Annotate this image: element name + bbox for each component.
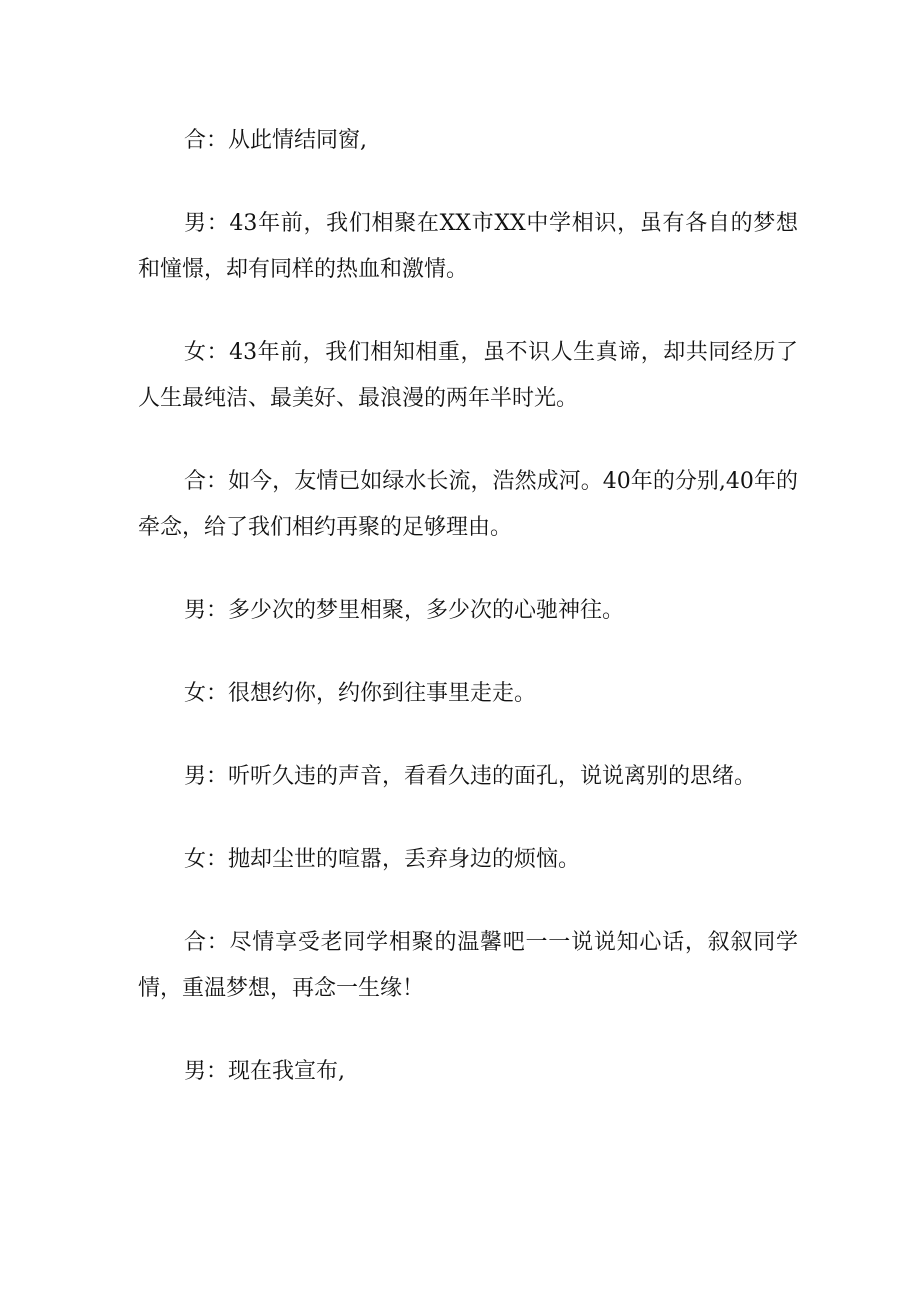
paragraph-9: 合：尽情享受老同学相聚的温馨吧一一说说知心话，叙叙同学情，重温梦想，再念一生缘！ [138, 930, 798, 1001]
paragraph-2: 男：43年前，我们相聚在XX市XX中学相识，虽有各自的梦想和憧憬，却有同样的热血和激情。 [138, 211, 798, 282]
paragraph-8: 女：抛却尘世的喧嚣，丢弃身边的烦恼。 [184, 847, 581, 872]
paragraph-1: 合：从此情结同窗, [184, 128, 367, 153]
paragraph-10: 男：现在我宣布, [184, 1059, 345, 1084]
paragraph-4: 合：如今，友情已如绿水长流，浩然成河。40年的分别,40年的牵念，给了我们相约再聚的足够理由。 [138, 469, 798, 540]
document-body [138, 118, 798, 1132]
paragraph-3: 女：43年前，我们相知相重，虽不识人生真谛，却共同经历了人生最纯洁、最美好、最浪漫的两年半时光。 [138, 340, 798, 411]
paragraph-5: 男：多少次的梦里相聚，多少次的心驰神往。 [184, 598, 625, 623]
paragraph-7: 男：听听久违的声音，看看久违的面孔，说说离别的思绪。 [184, 764, 757, 789]
paragraph-6: 女：很想约你，约你到往事里走走。 [184, 681, 537, 706]
